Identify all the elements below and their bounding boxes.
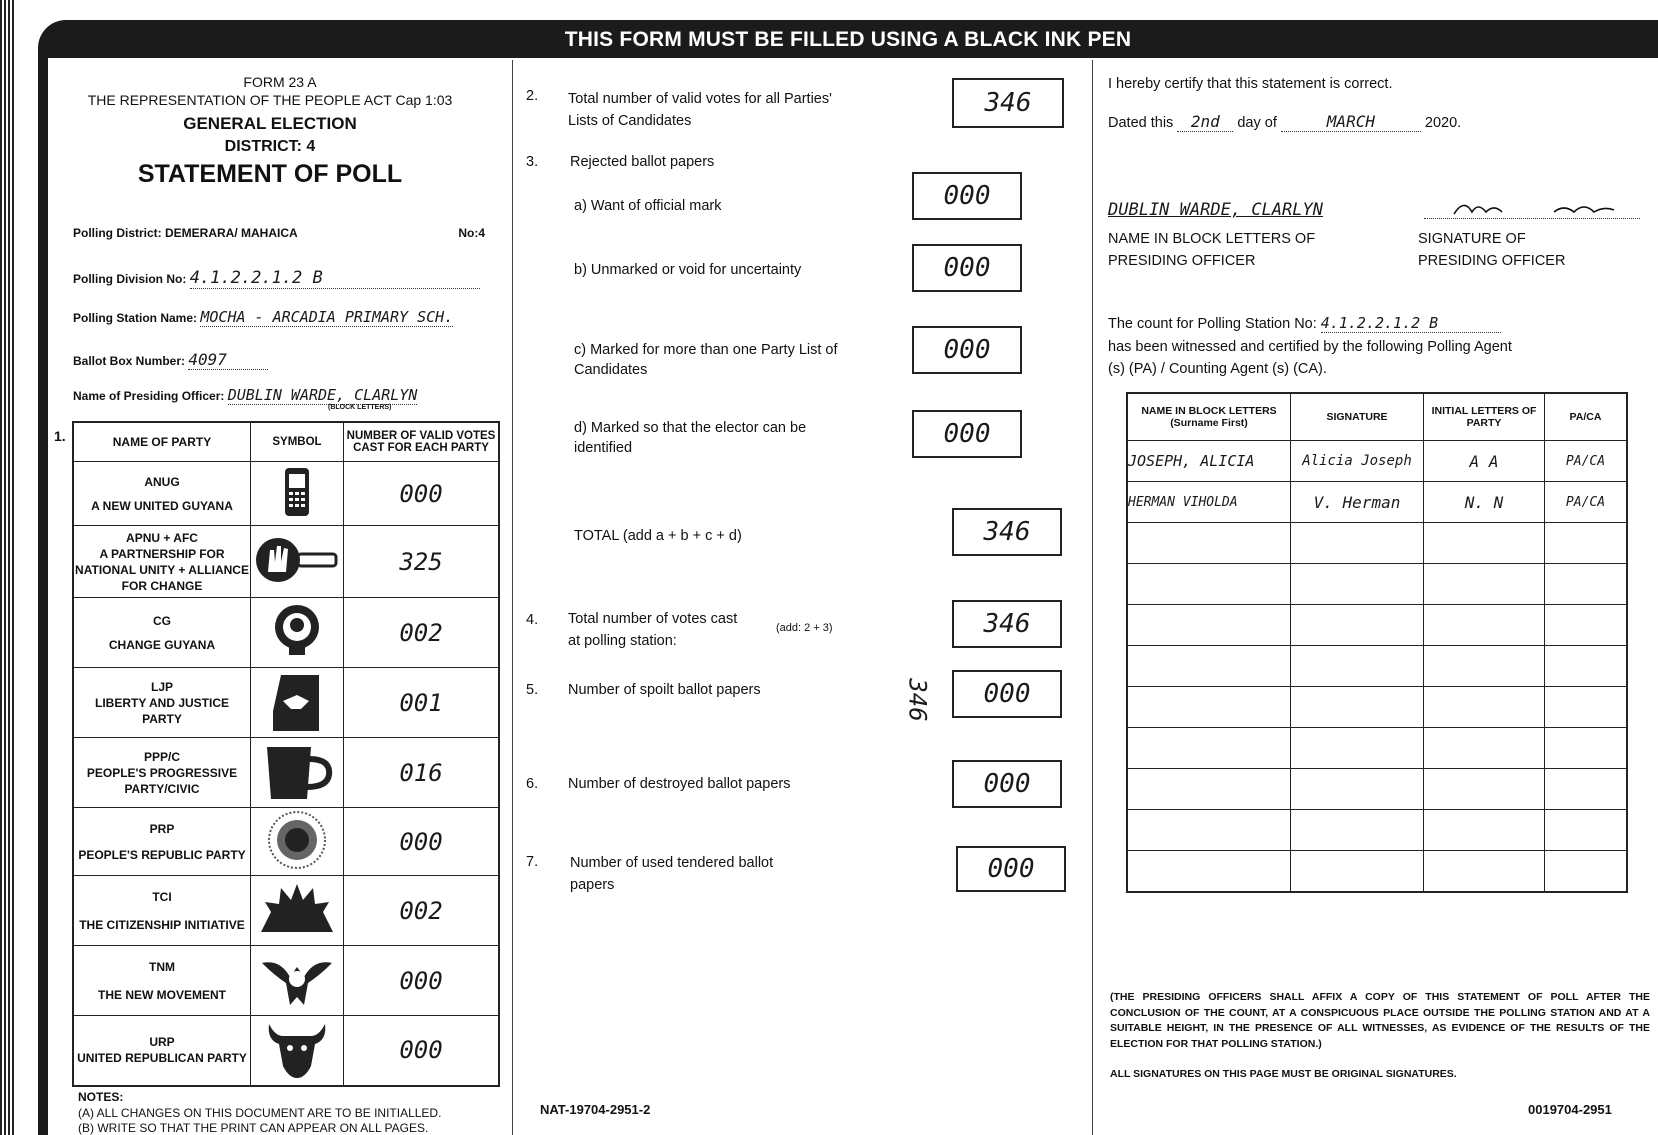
party-name-cell	[73, 526, 251, 598]
party-votes-cell: 016	[344, 738, 500, 808]
symbol-header: SYMBOL	[251, 422, 344, 462]
empty-cell	[1291, 769, 1424, 810]
party-abbr: APNU + AFC	[126, 530, 198, 545]
party-fullname: PEOPLE'S REPUBLIC PARTY	[78, 847, 246, 862]
agent-row-empty	[1127, 810, 1627, 851]
act-title: THE REPRESENTATION OF THE PEOPLE ACT Cap 1:03	[87, 92, 453, 108]
agent-role: PA/CA	[1545, 441, 1628, 482]
party-row	[73, 598, 499, 668]
q2-value: 346	[984, 88, 1032, 118]
empty-cell	[1127, 810, 1291, 851]
party-votes-cell: 000	[344, 946, 500, 1016]
agent-row-empty	[1127, 605, 1627, 646]
agent-row-empty	[1127, 851, 1627, 893]
party-fullname: PEOPLE'S PROGRESSIVE PARTY/CIVIC	[86, 765, 238, 796]
q7-label: Number of used tendered ballot papers	[570, 855, 774, 893]
station-name-value: MOCHA - ARCADIA PRIMARY SCH.	[200, 308, 454, 326]
q7-box	[956, 846, 1066, 892]
party-name-cell	[73, 598, 251, 668]
agents-table-header	[1127, 393, 1627, 441]
empty-cell	[1291, 851, 1424, 893]
agent-row-empty	[1127, 769, 1627, 810]
q5-number: 5.	[526, 682, 539, 698]
signature-scribble	[1424, 196, 1640, 218]
party-abbr: ANUG	[144, 474, 180, 489]
agents-table	[1126, 392, 1628, 893]
dated-line	[1108, 112, 1608, 132]
party-row	[73, 808, 499, 876]
empty-cell	[1545, 687, 1628, 728]
party-abbr: PPP/C	[143, 749, 180, 764]
empty-cell	[1291, 564, 1424, 605]
agent-row	[1127, 441, 1627, 482]
agent-row	[1127, 482, 1627, 523]
dated-month: MARCH	[1281, 112, 1421, 132]
party-name-cell	[73, 946, 251, 1016]
party-symbol-cell	[251, 1016, 344, 1086]
party-abbr: LJP	[150, 679, 173, 694]
form-header	[60, 74, 480, 189]
party-votes-cell: 000	[344, 462, 500, 526]
page-title: STATEMENT OF POLL	[137, 160, 403, 188]
party-symbol-cell	[251, 946, 344, 1016]
party-row	[73, 668, 499, 738]
empty-cell	[1545, 728, 1628, 769]
side-handwritten-note: 346	[903, 678, 932, 722]
party-fullname: A NEW UNITED GUYANA	[91, 498, 233, 513]
certify-text: I hereby certify that this statement is correct.	[1108, 76, 1393, 92]
party-votes-cell: 000	[344, 808, 500, 876]
station-name-label: Polling Station Name:	[73, 311, 198, 325]
handshake-icon	[269, 671, 325, 731]
party-name-cell	[73, 808, 251, 876]
empty-cell	[1291, 605, 1424, 646]
party-votes-cell: 002	[344, 876, 500, 946]
party-votes-cell: 000	[344, 1016, 500, 1086]
q4-number: 4.	[526, 612, 539, 628]
ballot-box-field	[73, 350, 485, 370]
q6-number: 6.	[526, 776, 539, 792]
party-fullname: A PARTNERSHIP FOR NATIONAL UNITY + ALLIANCE FOR CHANGE	[75, 546, 249, 593]
sunburst-icon	[267, 810, 327, 870]
middle-serial: NAT-19704-2951-2	[540, 1102, 651, 1117]
party-fullname: THE NEW MOVEMENT	[98, 987, 226, 1002]
party-name-cell	[73, 462, 251, 526]
empty-cell	[1545, 564, 1628, 605]
q2-number: 2.	[526, 88, 539, 104]
agent-row-empty	[1127, 728, 1627, 769]
party-row	[73, 462, 499, 526]
party-abbr: TCI	[152, 889, 172, 904]
empty-cell	[1127, 523, 1291, 564]
agent-role-header: PA/CA	[1545, 393, 1628, 441]
empty-cell	[1291, 646, 1424, 687]
party-symbol-cell	[251, 808, 344, 876]
q3b-box	[912, 244, 1022, 292]
empty-cell	[1424, 646, 1545, 687]
party-symbol-cell	[251, 738, 344, 808]
empty-cell	[1545, 769, 1628, 810]
q4-value: 346	[983, 609, 1031, 639]
q3d-value: 000	[943, 419, 991, 449]
station-name-field	[73, 308, 513, 327]
party-fullname: LIBERTY AND JUSTICE PARTY	[94, 695, 229, 726]
q4-box	[952, 600, 1062, 648]
empty-cell	[1545, 810, 1628, 851]
agent-signature: V. Herman	[1291, 482, 1424, 523]
party-name-cell	[73, 1016, 251, 1086]
original-signatures-note: ALL SIGNATURES ON THIS PAGE MUST BE ORIGINAL SIGNATURES.	[1110, 1068, 1457, 1080]
party-fullname: UNITED REPUBLICAN PARTY	[77, 1051, 247, 1066]
party-row	[73, 876, 499, 946]
count-line	[1108, 314, 1588, 333]
agent-row-empty	[1127, 523, 1627, 564]
q2-box	[952, 78, 1064, 128]
q3d-label: d) Marked so that the elector can be identified	[574, 420, 807, 456]
empty-cell	[1291, 523, 1424, 564]
q3b-label: b) Unmarked or void for uncertainty	[574, 262, 802, 278]
votes-header: NUMBER OF VALID VOTES CAST FOR EACH PARTY	[344, 422, 500, 462]
q6-label: Number of destroyed ballot papers	[568, 776, 791, 792]
party-fullname: THE CITIZENSHIP INITIATIVE	[79, 917, 245, 932]
name-caption: NAME IN BLOCK LETTERS OF PRESIDING OFFICER	[1108, 231, 1316, 269]
q7-number: 7.	[526, 854, 539, 870]
right-serial: 0019704-2951	[1528, 1102, 1612, 1117]
officer-signature	[1424, 196, 1640, 219]
column-divider	[512, 60, 513, 1135]
agent-name: HERMAN VIHOLDA	[1127, 482, 1291, 523]
bull-icon	[265, 1018, 329, 1080]
note-a: (A) ALL CHANGES ON THIS DOCUMENT ARE TO BE INITIALLED.	[78, 1106, 442, 1120]
party-row	[73, 526, 499, 598]
q3a-value: 000	[943, 181, 991, 211]
empty-cell	[1127, 687, 1291, 728]
block-letters-note: (BLOCK LETTERS)	[328, 404, 392, 411]
empty-cell	[1127, 564, 1291, 605]
agent-row-empty	[1127, 687, 1627, 728]
cup-icon	[259, 741, 335, 801]
dated-year: 2020.	[1424, 115, 1462, 131]
presiding-officer-value: DUBLIN WARDE, CLARLYN	[227, 386, 418, 404]
empty-cell	[1291, 810, 1424, 851]
q2-label: Total number of valid votes for all Parties' Lists of Candidates	[568, 91, 832, 129]
cellphone-icon	[277, 464, 317, 520]
party-abbr: CG	[153, 613, 171, 628]
q3-number: 3.	[526, 154, 539, 170]
empty-cell	[1127, 769, 1291, 810]
polling-district-label: Polling District: DEMERARA/ MAHAICA	[73, 226, 298, 240]
count-prefix: The count for Polling Station No:	[1108, 316, 1317, 332]
party-results-table	[72, 421, 500, 1087]
agent-party: A A	[1424, 441, 1545, 482]
ballot-box-label: Ballot Box Number:	[73, 354, 186, 368]
q3c-value: 000	[943, 335, 991, 365]
notes	[78, 1090, 441, 1135]
q5-label: Number of spoilt ballot papers	[568, 682, 761, 698]
empty-cell	[1424, 728, 1545, 769]
party-symbol-cell	[251, 526, 344, 598]
empty-cell	[1127, 728, 1291, 769]
party-fullname: CHANGE GUYANA	[108, 637, 216, 652]
q3c-label: c) Marked for more than one Party List of Candidates	[574, 342, 838, 378]
agent-signature-header: SIGNATURE	[1291, 393, 1424, 441]
agent-party: N. N	[1424, 482, 1545, 523]
q7-value: 000	[987, 854, 1035, 884]
empty-cell	[1545, 523, 1628, 564]
signature-caption: SIGNATURE OF PRESIDING OFFICER	[1418, 231, 1566, 269]
count-station: 4.1.2.2.1.2 B	[1321, 314, 1501, 333]
lightbulb-gear-icon	[267, 601, 327, 661]
empty-cell	[1424, 687, 1545, 728]
empty-cell	[1424, 769, 1545, 810]
empty-cell	[1424, 605, 1545, 646]
q5-box	[952, 670, 1062, 718]
hand-key-icon	[254, 532, 340, 588]
q3a-box	[912, 172, 1022, 220]
q4-label: Total number of votes cast at polling station:	[568, 611, 738, 649]
affix-note: (THE PRESIDING OFFICERS SHALL AFFIX A COPY OF THIS STATEMENT OF POLL AFTER THE CONCLUSION OF THE COUNT, AT A CONSPICUOUS PLACE OUTSIDE THE POLLING STATION AND AT A SUITABLE HEIGHT, IN THE PRESENCE OF ALL WITNESSES, AS EVIDENCE OF THE RESULTS OF THE ELECTION FOR THAT POLLING STATION.)	[1110, 991, 1650, 1050]
count-text: has been witnessed and certified by the following Polling Agent (s) (PA) / Counting Agent (s) (CA).	[1108, 339, 1512, 377]
dated-mid: day of	[1237, 115, 1277, 131]
polling-division-value: 4.1.2.2.1.2 B	[190, 268, 480, 289]
agent-row-empty	[1127, 564, 1627, 605]
party-abbr: TNM	[149, 959, 175, 974]
agent-role: PA/CA	[1545, 482, 1628, 523]
eagle-icon	[260, 949, 334, 1009]
party-abbr: URP	[149, 1035, 175, 1050]
party-name-cell	[73, 668, 251, 738]
form-banner: THIS FORM MUST BE FILLED USING A BLACK INK PEN	[38, 20, 1658, 58]
polling-district-field	[73, 226, 485, 240]
q3d-box	[912, 410, 1022, 458]
party-votes-cell: 002	[344, 598, 500, 668]
q6-box	[952, 760, 1062, 808]
party-votes-cell: 325	[344, 526, 500, 598]
agent-name-header: NAME IN BLOCK LETTERS (Surname First)	[1127, 393, 1291, 441]
empty-cell	[1424, 523, 1545, 564]
empty-cell	[1424, 564, 1545, 605]
empty-cell	[1127, 646, 1291, 687]
q3c-box	[912, 326, 1022, 374]
q3b-value: 000	[943, 253, 991, 283]
dated-prefix: Dated this	[1108, 115, 1174, 131]
polling-district-no: No:4	[458, 226, 485, 240]
q3-label: Rejected ballot papers	[570, 154, 715, 170]
agent-party-header: INITIAL LETTERS OF PARTY	[1424, 393, 1545, 441]
empty-cell	[1545, 605, 1628, 646]
empty-cell	[1424, 810, 1545, 851]
leaf-icon	[257, 882, 337, 936]
scan-edge	[0, 0, 16, 1135]
party-row	[73, 738, 499, 808]
form-number: FORM 23 A	[243, 74, 317, 90]
empty-cell	[1545, 851, 1628, 893]
empty-cell	[1127, 851, 1291, 893]
ballot-box-value: 4097	[188, 350, 268, 370]
presiding-officer-field	[73, 386, 503, 411]
polling-division-field	[73, 268, 485, 289]
agent-signature: Alicia Joseph	[1291, 441, 1424, 482]
party-name-cell	[73, 876, 251, 946]
presiding-officer-label: Name of Presiding Officer:	[73, 389, 225, 403]
q3a-label: a) Want of official mark	[574, 198, 722, 214]
district-title: DISTRICT: 4	[224, 138, 316, 155]
q4-note: (add: 2 + 3)	[776, 622, 833, 634]
agent-name: JOSEPH, ALICIA	[1127, 441, 1291, 482]
party-votes-cell: 001	[344, 668, 500, 738]
officer-name-handwritten: DUBLIN WARDE, CLARLYN	[1108, 200, 1323, 220]
party-row	[73, 1016, 499, 1086]
party-symbol-cell	[251, 876, 344, 946]
empty-cell	[1545, 646, 1628, 687]
total-value: 346	[983, 517, 1031, 547]
q6-value: 000	[983, 769, 1031, 799]
empty-cell	[1127, 605, 1291, 646]
empty-cell	[1291, 687, 1424, 728]
total-label: TOTAL (add a + b + c + d)	[574, 528, 742, 544]
party-row	[73, 946, 499, 1016]
q5-value: 000	[983, 679, 1031, 709]
party-name-header: NAME OF PARTY	[73, 422, 251, 462]
column-divider	[1092, 60, 1093, 1135]
party-symbol-cell	[251, 462, 344, 526]
total-box	[952, 508, 1062, 556]
party-abbr: PRP	[149, 821, 175, 836]
party-symbol-cell	[251, 598, 344, 668]
polling-division-label: Polling Division No:	[73, 272, 187, 286]
agent-row-empty	[1127, 646, 1627, 687]
election-title: GENERAL ELECTION	[183, 114, 357, 133]
section-number: 1.	[54, 428, 66, 444]
dated-day: 2nd	[1177, 112, 1233, 132]
note-b: (B) WRITE SO THAT THE PRINT CAN APPEAR ON ALL PAGES.	[78, 1121, 429, 1135]
empty-cell	[1291, 728, 1424, 769]
party-symbol-cell	[251, 668, 344, 738]
notes-title: NOTES:	[78, 1090, 124, 1104]
party-table-header	[73, 422, 499, 462]
party-name-cell	[73, 738, 251, 808]
empty-cell	[1424, 851, 1545, 893]
